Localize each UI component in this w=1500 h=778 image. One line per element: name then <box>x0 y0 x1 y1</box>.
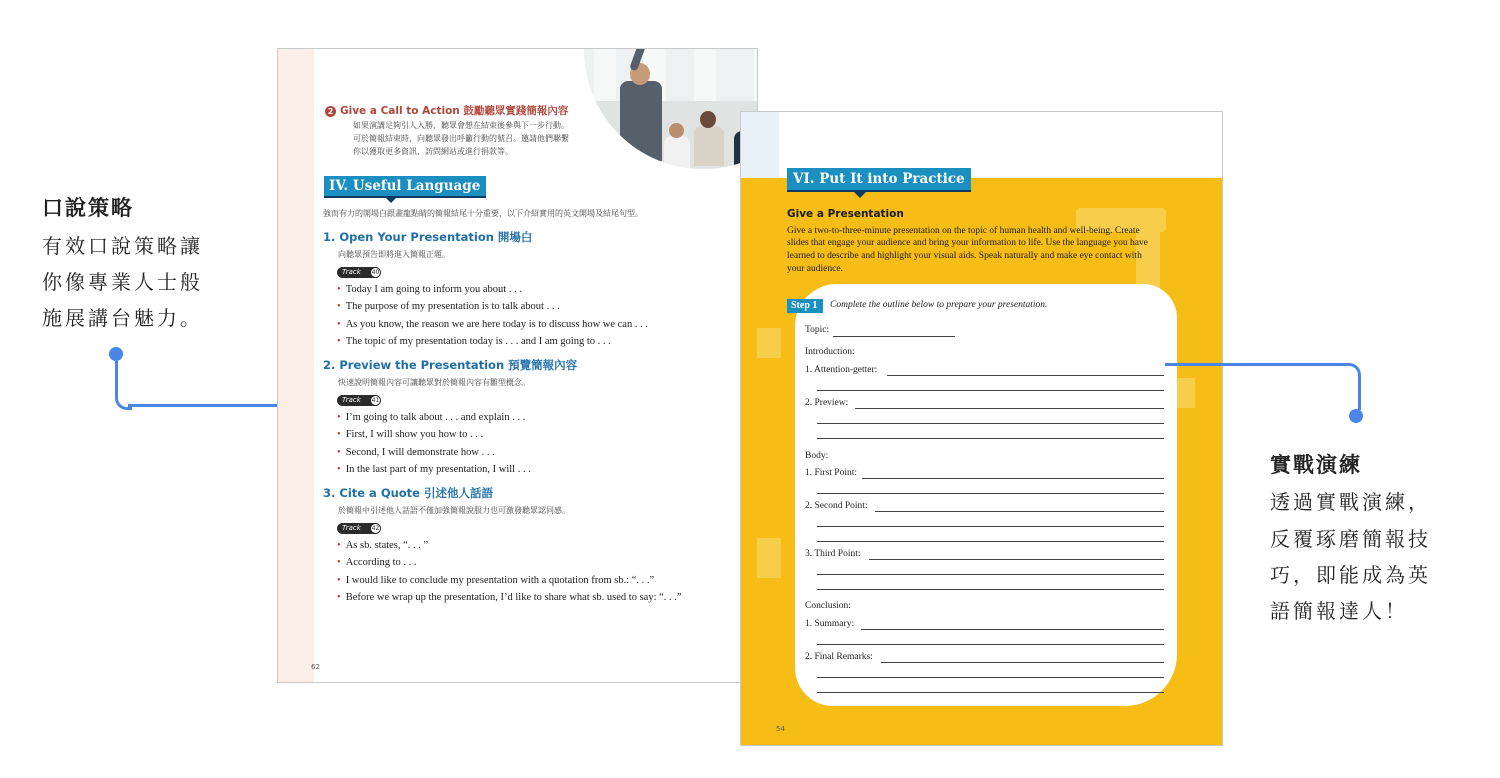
right-caption-line: 巧，即能成為英 <box>1270 563 1431 587</box>
intro-text-line: 可於簡報結束時，向聽眾發出呼籲行動的號召。邀請他們聯繫 <box>353 134 569 143</box>
step-number-badge: 2 <box>325 106 336 117</box>
outline-label-preview: 2. Preview: <box>805 398 849 408</box>
section-subtitle: 強而有力的開場白跟畫龍點睛的簡報結尾十分重要，以下介紹實用的英文開場及結尾句型。 <box>323 209 643 218</box>
list-item: • The purpose of my presentation is to talk about . . . <box>337 301 560 312</box>
group-description: 快速說明簡報內容可讓聽眾對於簡報內容有雛型概念。 <box>338 378 530 387</box>
page-number: 62 <box>311 663 320 671</box>
left-caption-line: 施展講台魅力。 <box>42 306 203 330</box>
outline-label-conclusion: Conclusion: <box>805 601 851 611</box>
audio-track-number: 42 <box>371 525 380 532</box>
intro-text-line: 你以獲取更多資訊、訪問網站或進行捐款等。 <box>353 147 513 156</box>
group-description: 向聽眾預告即將進入簡報正題。 <box>338 250 450 259</box>
audio-track-label: Track <box>342 268 361 276</box>
group-heading: 2. Preview the Presentation 預覽簡報內容 <box>323 358 578 372</box>
list-item: • As you know, the reason we are here today is to discuss how we can . . . <box>337 319 648 330</box>
list-item: • I’m going to talk about . . . and explain . . . <box>337 412 525 423</box>
list-item: • According to . . . <box>337 557 417 568</box>
task-paragraph-line: learned to describe and highlight your visual aids. Speak naturally and make eye contact with <box>787 251 1142 261</box>
list-item: • Before we wrap up the presentation, I’d like to share what sb. used to say: “. . .” <box>337 592 682 603</box>
intro-heading <box>325 103 568 118</box>
list-item: • The topic of my presentation today is . . . and I am going to . . . <box>337 336 611 347</box>
list-item: • Second, I will demonstrate how . . . <box>337 447 495 458</box>
task-paragraph-line: slides that engage your audience and bring your information to life. Use the language you have <box>787 238 1148 248</box>
outline-label-attention: 1. Attention-getter: <box>805 365 878 375</box>
audio-track-number: 40 <box>371 269 380 276</box>
connector-line <box>115 361 132 410</box>
third-point-field[interactable] <box>869 559 1164 560</box>
outline-label-introduction: Introduction: <box>805 347 855 357</box>
outline-label-third-point: 3. Third Point: <box>805 549 861 559</box>
connector-line <box>1165 363 1343 366</box>
connector-dot <box>109 347 123 361</box>
task-heading: Give a Presentation <box>787 208 904 220</box>
audio-track-number: 41 <box>371 397 380 404</box>
section-title-pointer <box>854 192 866 198</box>
final-remarks-field-line[interactable] <box>817 677 1164 678</box>
right-caption-line: 反覆琢磨簡報技 <box>1270 527 1431 551</box>
outline-label-topic: Topic: <box>805 325 830 335</box>
group-heading: 3. Cite a Quote 引述他人話語 <box>323 486 493 500</box>
left-caption-title: 口說策略 <box>42 196 134 220</box>
intro-text-line: 如果演講足夠引人入勝，聽眾會想在結束後參與下一步行動。 <box>353 121 569 130</box>
preview-field[interactable] <box>855 408 1164 409</box>
list-item: • In the last part of my presentation, I will . . . <box>337 464 531 475</box>
task-paragraph-line: your audience. <box>787 264 843 274</box>
second-point-field-line[interactable] <box>817 526 1164 527</box>
right-page <box>740 111 1223 746</box>
audio-track-button[interactable] <box>337 267 381 278</box>
third-point-field-line[interactable] <box>817 589 1164 590</box>
second-point-field[interactable] <box>875 511 1164 512</box>
attention-field[interactable] <box>887 375 1164 376</box>
list-item: • I would like to conclude my presentation with a quotation from sb.: “. . .” <box>337 575 654 586</box>
preview-field-line[interactable] <box>817 423 1164 424</box>
right-caption-title: 實戰演練 <box>1270 453 1362 477</box>
list-item: • As sb. states, “. . . ” <box>337 540 428 551</box>
outline-label-body: Body: <box>805 451 829 461</box>
list-item: • Today I am going to inform you about . . . <box>337 284 522 295</box>
page-number: 54 <box>776 725 785 733</box>
final-remarks-field[interactable] <box>881 662 1164 663</box>
intro-heading-text: Give a Call to Action 鼓勵聽眾實踐簡報內容 <box>340 105 569 117</box>
audio-track-label: Track <box>342 524 361 532</box>
outline-label-second-point: 2. Second Point: <box>805 501 868 511</box>
first-point-field-line[interactable] <box>817 493 1164 494</box>
third-point-field-line[interactable] <box>817 574 1164 575</box>
connector-dot <box>1349 409 1363 423</box>
step-instruction: Complete the outline below to prepare your presentation. <box>830 300 1048 310</box>
section-title: IV. Useful Language <box>324 176 486 198</box>
preview-field-line[interactable] <box>817 438 1164 439</box>
second-point-field-line[interactable] <box>817 541 1164 542</box>
summary-field-line[interactable] <box>817 644 1164 645</box>
audio-track-label: Track <box>342 396 361 404</box>
step-badge: Step 1 <box>787 299 823 313</box>
topic-field[interactable] <box>833 336 955 337</box>
outline-label-summary: 1. Summary: <box>805 619 855 629</box>
first-point-field[interactable] <box>862 478 1164 479</box>
presenter-photo <box>584 48 758 169</box>
summary-field[interactable] <box>861 629 1164 630</box>
left-caption-line: 有效口說策略讓 <box>42 234 203 258</box>
outline-label-final-remarks: 2. Final Remarks: <box>805 652 873 662</box>
decorative-strip <box>278 49 314 682</box>
left-page <box>277 48 758 683</box>
group-description: 於簡報中引述他人話語不僅加強簡報說服力也可激發聽眾認同感。 <box>338 506 570 515</box>
connector-line <box>1340 363 1361 410</box>
group-heading: 1. Open Your Presentation 開場白 <box>323 230 533 244</box>
section-title-pointer <box>385 197 397 203</box>
outline-label-first-point: 1. First Point: <box>805 468 857 478</box>
section-title: VI. Put It into Practice <box>787 168 971 192</box>
right-caption-line: 透過實戰演練， <box>1270 490 1431 514</box>
left-caption-line: 你像專業人士般 <box>42 270 203 294</box>
right-caption-line: 語簡報達人！ <box>1270 599 1408 623</box>
audio-track-button[interactable] <box>337 395 381 406</box>
task-paragraph-line: Give a two-to-three-minute presentation on the topic of human health and well-being. Create <box>787 226 1140 236</box>
audio-track-button[interactable] <box>337 523 381 534</box>
decorative-strip <box>741 112 779 178</box>
final-remarks-field-line[interactable] <box>817 692 1164 693</box>
list-item: • First, I will show you how to . . . <box>337 429 483 440</box>
attention-field-line[interactable] <box>817 390 1164 391</box>
